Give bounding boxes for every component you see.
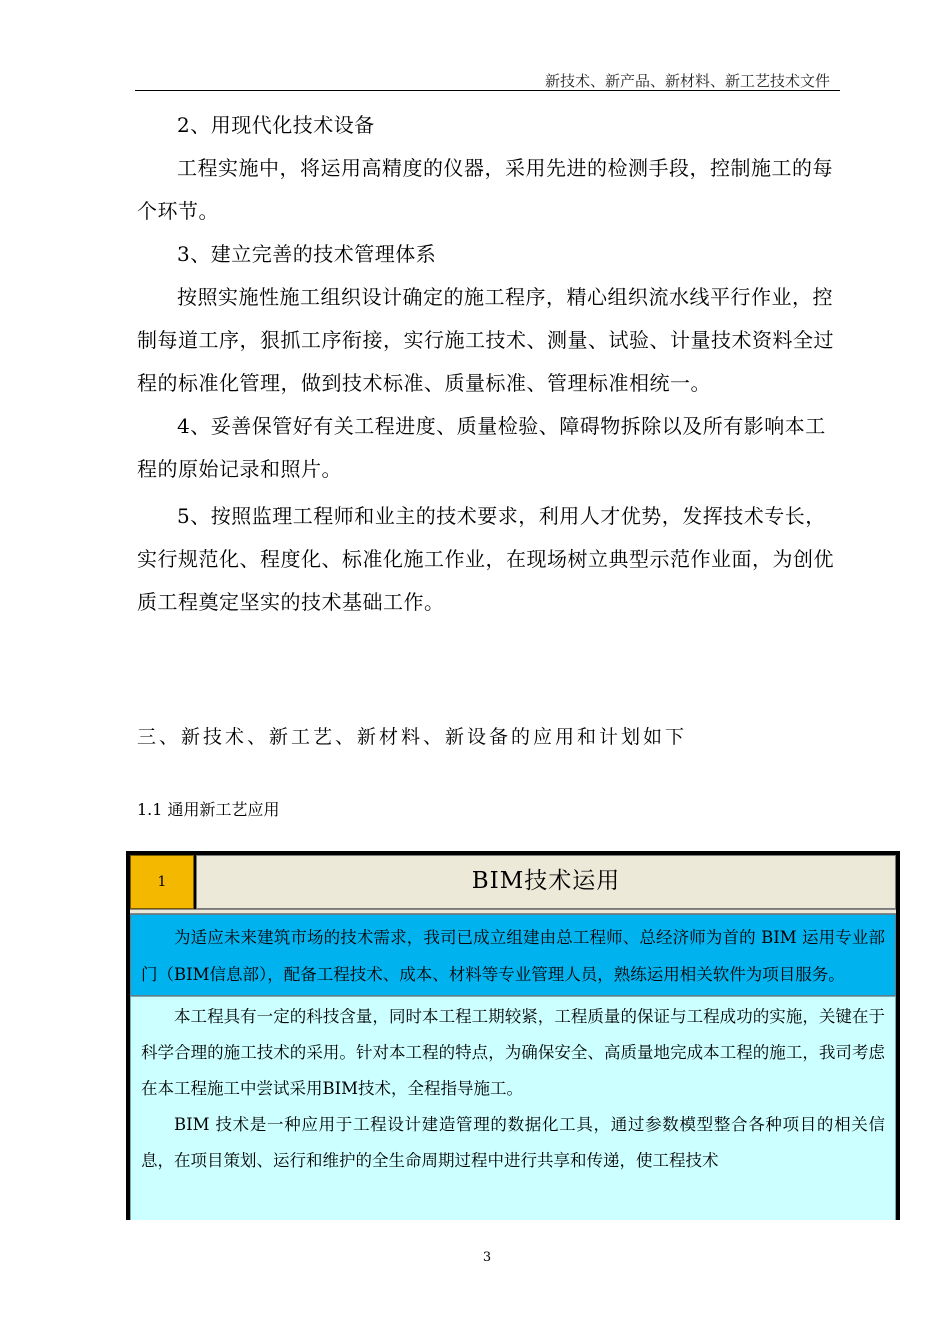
bim-info-box [126, 851, 900, 1220]
item2-paragraph: 工程实施中，将运用高精度的仪器，采用先进的检测手段，控制施工的每个环节。 [137, 156, 833, 223]
body-text [137, 104, 837, 624]
box-title-cell: BIM技术运用 [196, 855, 896, 909]
item3-title: 3、建立完善的技术管理体系 [177, 242, 437, 266]
cyan-panel-text-1: 本工程具有一定的科技含量，同时本工程工期较紧，工程质量的保证与工程成功的实施，关键在于科学合理的施工技术的采用。针对本工程的特点，为确保安全、高质量地完成本工程的施工，我司考虑在本工程施工中尝试采用BIM技术，全程指导施工。 [141, 1007, 885, 1098]
cyan-panel-text-2: BIM 技术是一种应用于工程设计建造管理的数据化工具，通过参数模型整合各种项目的相关信息，在项目策划、运行和维护的全生命周期过程中进行共享和传递，使工程技术 [141, 1115, 885, 1170]
item2-title: 2、用现代化技术设备 [177, 113, 375, 137]
header-rule [135, 90, 840, 91]
blue-panel-text: 为适应未来建筑市场的技术需求，我司已成立组建由总工程师、总经济师为首的 BIM 运用专业部门（BIM信息部），配备工程技术、成本、材料等专业管理人员，熟练运用相关软件为项目服务。 [141, 928, 885, 984]
box-cyan-panel [130, 996, 896, 1220]
subsection-heading: 1.1 通用新工艺应用 [137, 800, 280, 819]
box-header [130, 855, 896, 909]
box-blue-panel [130, 914, 896, 996]
item3-paragraph: 按照实施性施工组织设计确定的施工程序，精心组织流水线平行作业，控制每道工序，狠抓工序衔接，实行施工技术、测量、试验、计量技术资料全过程的标准化管理，做到技术标准、质量标准、管理标准相统一。 [137, 285, 834, 395]
box-number-cell: 1 [130, 855, 194, 909]
item4-paragraph: 4、妥善保管好有关工程进度、质量检验、障碍物拆除以及所有影响本工程的原始记录和照片。 [137, 414, 826, 481]
item5-paragraph: 5、按照监理工程师和业主的技术要求，利用人才优势，发挥技术专长，实行规范化、程度化、标准化施工作业，在现场树立典型示范作业面，为创优质工程奠定坚实的技术基础工作。 [137, 504, 834, 614]
page-number: 3 [482, 1250, 492, 1265]
section-heading: 三、新技术、新工艺、新材料、新设备的应用和计划如下 [137, 726, 688, 748]
running-header: 新技术、新产品、新材料、新工艺技术文件 [544, 72, 830, 90]
